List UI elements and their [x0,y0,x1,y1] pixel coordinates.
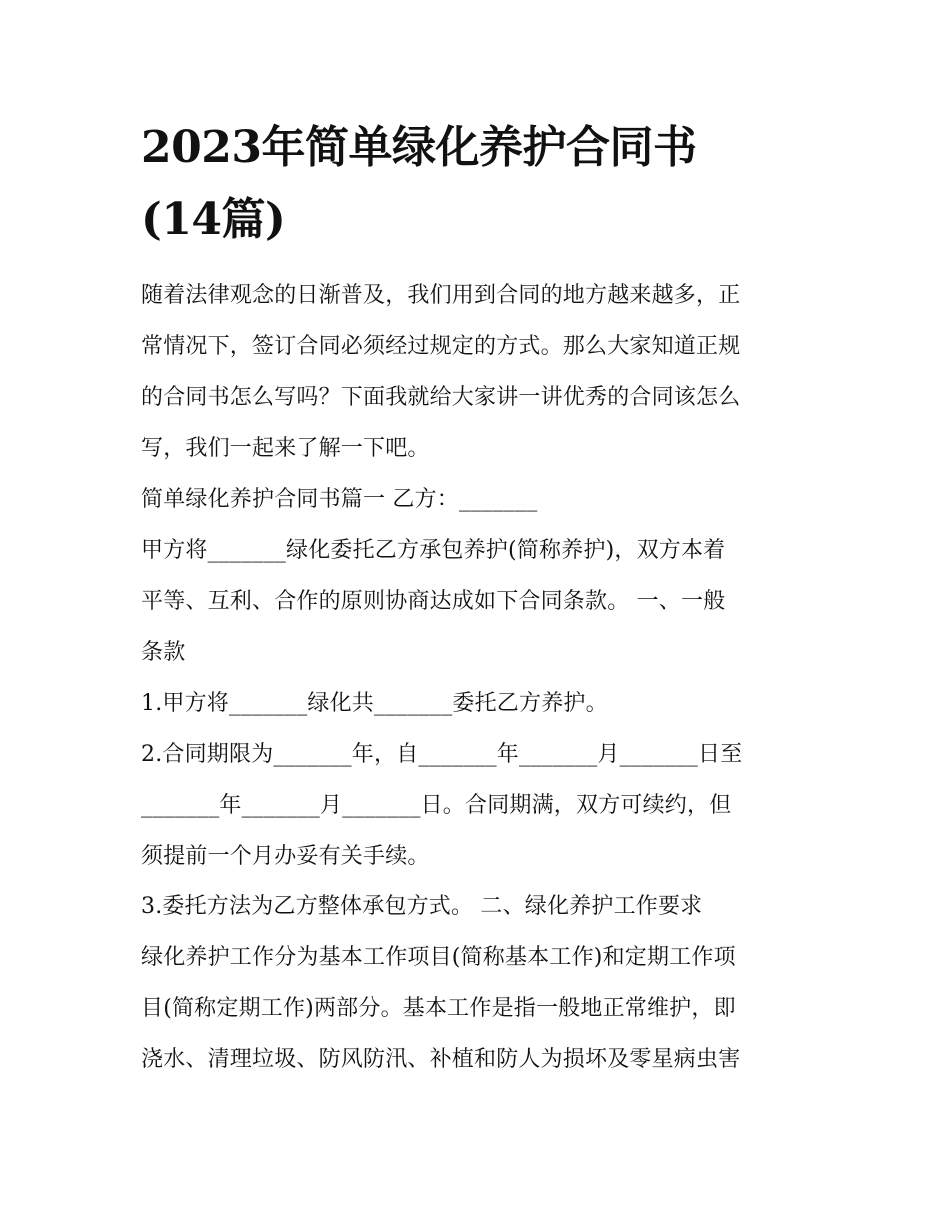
text-line: 常情况下，签订合同必须经过规定的方式。那么大家知道正规 [141,334,741,359]
title-line-1: 2023年简单绿化养护合同书 [141,122,697,173]
text-line: 甲方将_______绿化委托乙方承包养护(简称养护)，双方本着 [141,538,726,563]
text-line: 浇水、清理垃圾、防风防汛、补植和防人为损坏及零星病虫害 [141,1047,741,1072]
text-line: _______年_______月_______日。合同期满，双方可续约，但 [141,793,732,818]
text-line: 条款 [141,640,186,665]
section-heading-line: 简单绿化养护合同书篇一 乙方：_______ [141,487,538,512]
clause-2: 2.合同期限为_______年，自_______年_______月_______日至 [141,742,743,767]
text-line: 绿化养护工作分为基本工作项目(简称基本工作)和定期工作项 [141,945,736,970]
clause-3: 3.委托方法为乙方整体承包方式。 二、绿化养护工作要求 [141,894,703,919]
text-line: 目(简称定期工作)两部分。基本工作是指一般地正常维护，即 [141,996,736,1021]
document-title [141,112,821,256]
text-line: 的合同书怎么写吗？下面我就给大家讲一讲优秀的合同该怎么 [141,385,741,410]
text-line: 随着法律观念的日渐普及，我们用到合同的地方越来越多，正 [141,283,741,308]
title-line-2: (14篇) [141,194,286,245]
clause-1: 1.甲方将_______绿化共_______委托乙方养护。 [141,691,608,716]
document-body [141,112,821,1085]
document-text [141,270,821,1085]
text-line: 平等、互利、合作的原则协商达成如下合同条款。 一、一般 [141,589,726,614]
text-line: 须提前一个月办妥有关手续。 [141,844,430,869]
text-line: 写，我们一起来了解一下吧。 [141,436,430,461]
